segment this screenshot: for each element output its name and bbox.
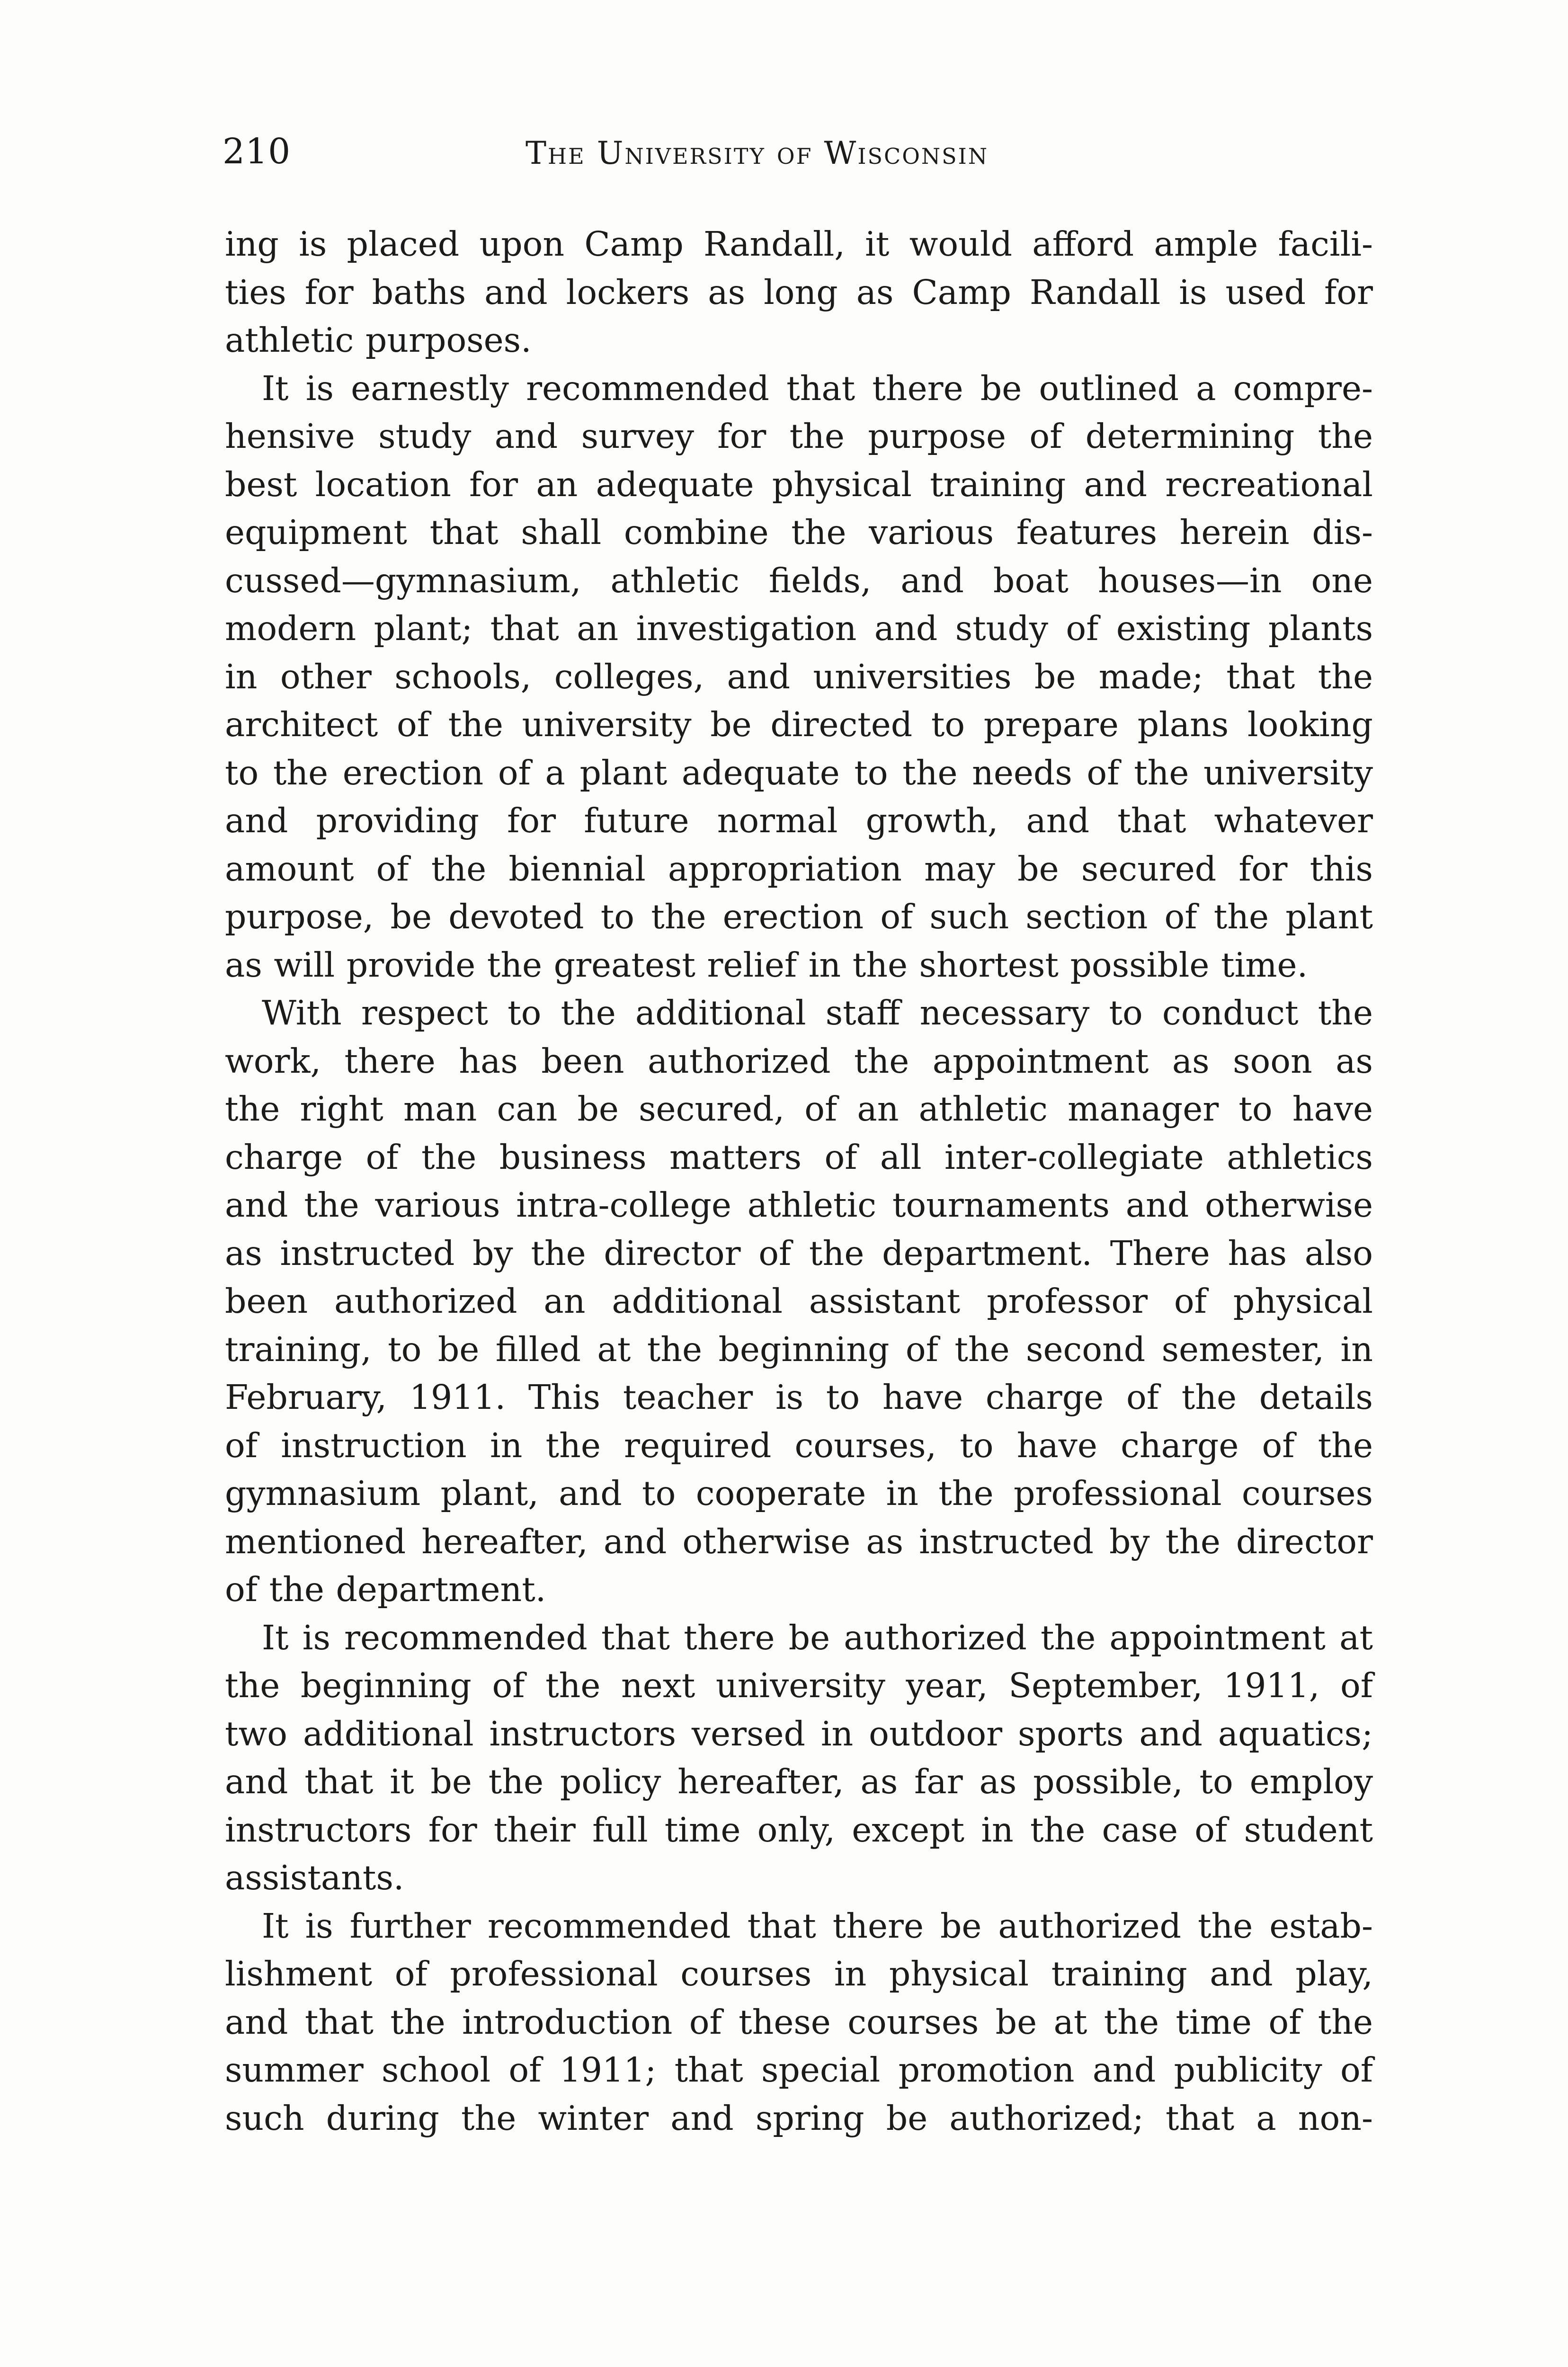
text-line: training, to be filled at the beginning of the second semester, in bbox=[225, 1329, 1373, 1369]
body-text bbox=[225, 220, 1373, 2142]
text-line: cussed—gymnasium, athletic fields, and boat houses—in one bbox=[225, 561, 1373, 600]
text-line: the right man can be secured, of an athletic manager to have bbox=[225, 1089, 1373, 1129]
text-line: instructors for their full time only, except in the case of student bbox=[225, 1810, 1373, 1850]
text-line: hensive study and survey for the purpose of determining the bbox=[225, 417, 1373, 456]
text-line: as instructed by the director of the department. There has also bbox=[225, 1233, 1373, 1273]
paragraph bbox=[225, 989, 1373, 1614]
text-line: as will provide the greatest relief in the shortest possible time. bbox=[225, 945, 1308, 985]
paragraph bbox=[225, 220, 1373, 365]
text-line: It is recommended that there be authorized the appointment at bbox=[262, 1618, 1373, 1657]
text-line: work, there has been authorized the appointment as soon as bbox=[225, 1041, 1373, 1081]
text-line: and that it be the policy hereafter, as far as possible, to employ bbox=[225, 1762, 1373, 1801]
text-line: and the various intra-college athletic tournaments and otherwise bbox=[225, 1185, 1373, 1225]
text-line: It is further recommended that there be authorized the estab- bbox=[262, 1906, 1373, 1946]
text-line: lishment of professional courses in physical training and play, bbox=[225, 1954, 1373, 1993]
text-line: in other schools, colleges, and universities be made; that the bbox=[225, 657, 1373, 696]
text-line: been authorized an additional assistant professor of physical bbox=[225, 1281, 1373, 1321]
paragraph bbox=[225, 1902, 1373, 2143]
text-line: athletic purposes. bbox=[225, 320, 532, 360]
text-line: charge of the business matters of all inter-collegiate athletics bbox=[225, 1137, 1373, 1177]
text-line: modern plant; that an investigation and study of existing plants bbox=[225, 609, 1373, 648]
text-line: two additional instructors versed in outdoor sports and aquatics; bbox=[225, 1714, 1373, 1753]
text-line: and providing for future normal growth, and that whatever bbox=[225, 801, 1373, 840]
running-title: The University of Wisconsin bbox=[526, 135, 989, 171]
text-line: equipment that shall combine the various features herein dis- bbox=[225, 513, 1373, 552]
text-line: summer school of 1911; that special promotion and publicity of bbox=[225, 2050, 1373, 2090]
text-line: and that the introduction of these courses be at the time of the bbox=[225, 2002, 1373, 2042]
text-line: of instruction in the required courses, to have charge of the bbox=[225, 1425, 1373, 1465]
text-line: assistants. bbox=[225, 1858, 404, 1897]
text-line: ing is placed upon Camp Randall, it would afford ample facili- bbox=[225, 224, 1373, 264]
text-line: the beginning of the next university year, September, 1911, of bbox=[225, 1666, 1373, 1705]
text-line: It is earnestly recommended that there be outlined a compre- bbox=[262, 368, 1373, 408]
text-line: mentioned hereafter, and otherwise as instructed by the director bbox=[225, 1522, 1373, 1561]
text-line: to the erection of a plant adequate to the needs of the university bbox=[225, 753, 1373, 792]
page-header bbox=[223, 128, 1373, 185]
page-number: 210 bbox=[223, 131, 291, 172]
text-line: purpose, be devoted to the erection of such section of the plant bbox=[225, 897, 1373, 936]
text-line: architect of the university be directed to prepare plans looking bbox=[225, 705, 1373, 744]
text-line: of the department. bbox=[225, 1570, 546, 1609]
text-line: best location for an adequate physical training and recreational bbox=[225, 464, 1373, 504]
text-line: amount of the biennial appropriation may be secured for this bbox=[225, 849, 1373, 889]
text-line: such during the winter and spring be authorized; that a non- bbox=[225, 2098, 1373, 2138]
text-line: ties for baths and lockers as long as Camp Randall is used for bbox=[225, 272, 1373, 312]
text-line: February, 1911. This teacher is to have charge of the details bbox=[225, 1378, 1373, 1417]
text-line: gymnasium plant, and to cooperate in the professional courses bbox=[225, 1474, 1373, 1513]
paragraph bbox=[225, 1614, 1373, 1902]
text-line: With respect to the additional staff necessary to conduct the bbox=[262, 993, 1373, 1032]
paragraph bbox=[225, 365, 1373, 989]
